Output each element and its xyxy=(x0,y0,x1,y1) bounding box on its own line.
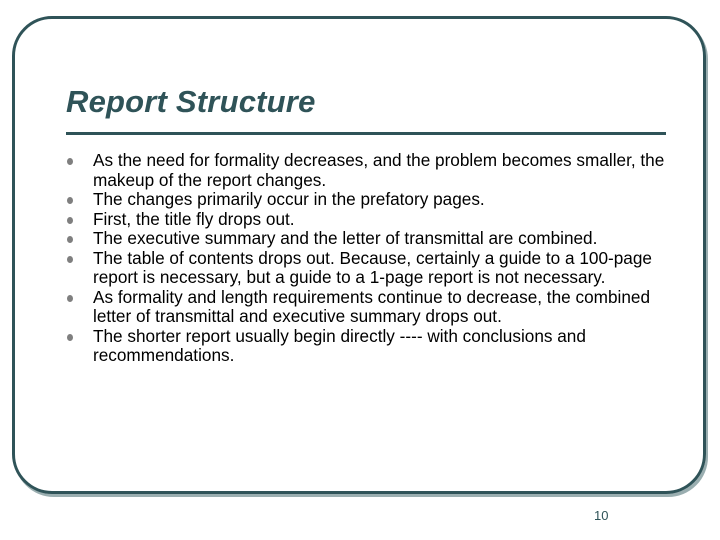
bullet-dot-icon xyxy=(67,197,73,204)
bullet-item xyxy=(66,151,686,190)
bullet-text: The shorter report usually begin directly ---- with conclusions and recommendations. xyxy=(93,325,586,365)
bullet-dot-icon xyxy=(67,217,73,224)
bullet-item xyxy=(66,288,686,327)
page-number: 10 xyxy=(594,508,609,523)
title-underline xyxy=(66,132,666,135)
bullet-dot-icon xyxy=(67,334,73,341)
bullet-dot-icon xyxy=(67,158,73,165)
bullet-dot-icon xyxy=(67,295,73,302)
bullet-text: The table of contents drops out. Because, certainly a guide to a 100-page report is necessary, but a guide to a 1-page report is not necessary. xyxy=(93,247,652,287)
bullet-list xyxy=(66,151,686,366)
bullet-text: The executive summary and the letter of transmittal are combined. xyxy=(93,228,598,248)
bullet-text: As the need for formality decreases, and the problem becomes smaller, the makeup of the report changes. xyxy=(93,150,665,190)
slide-title: Report Structure xyxy=(66,84,316,119)
bullet-item xyxy=(66,327,686,366)
bullet-dot-icon xyxy=(67,256,73,263)
bullet-text: The changes primarily occur in the prefatory pages. xyxy=(93,189,485,209)
bullet-text: As formality and length requirements continue to decrease, the combined letter of transmittal and executive summary drops out. xyxy=(93,286,650,326)
bullet-item xyxy=(66,229,686,249)
bullet-item xyxy=(66,210,686,230)
bullet-text: First, the title fly drops out. xyxy=(93,208,295,229)
bullet-dot-icon xyxy=(67,236,73,243)
bullet-item xyxy=(66,190,686,210)
bullet-item xyxy=(66,249,686,288)
